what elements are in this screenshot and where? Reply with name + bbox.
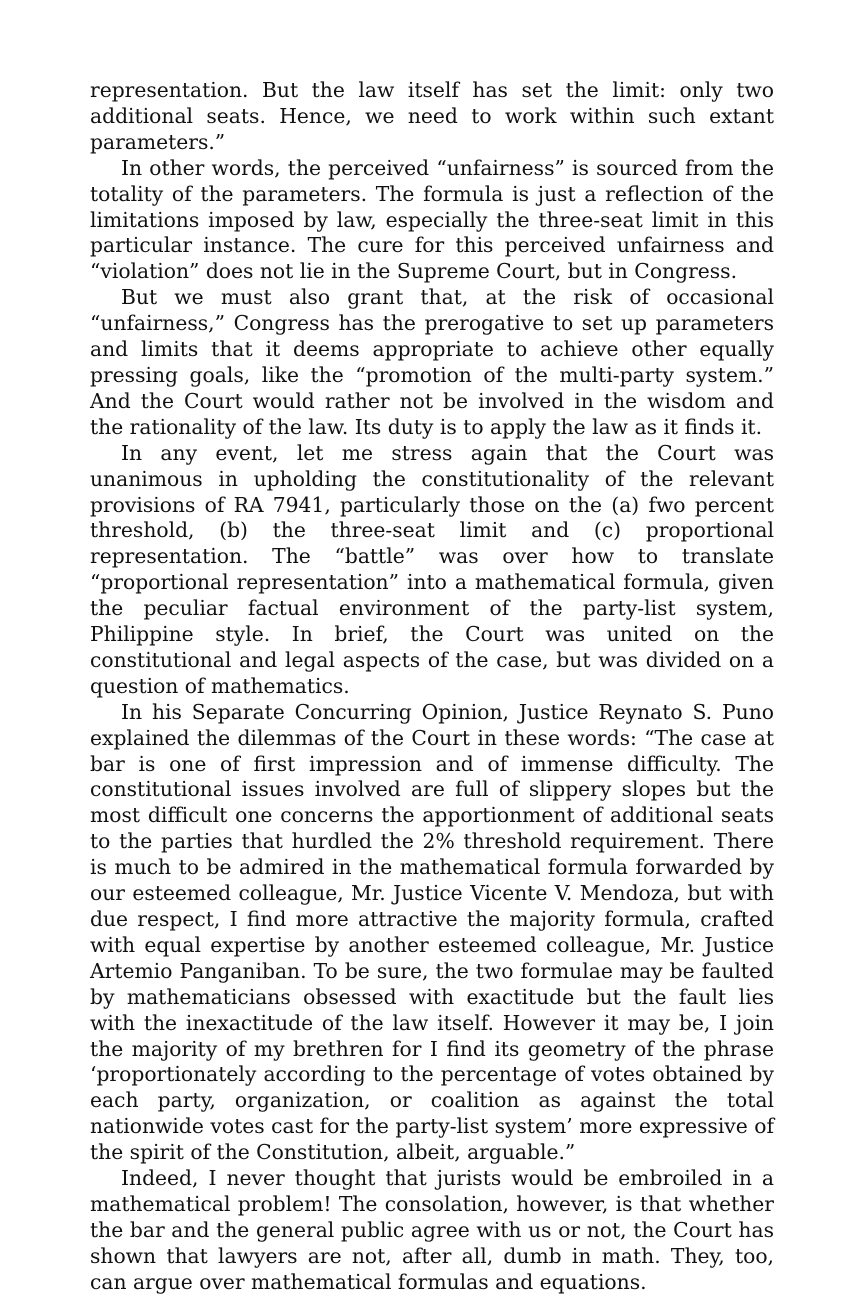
document-page bbox=[90, 78, 774, 1296]
paragraph-unfairness: In other words, the perceived “unfairness” is sourced from the totality of the parameters. The formula is just a reflection of the limitations imposed by law, especially the three-seat limit in this particular instance. The cure for this perceived unfairness and “violation” does not lie in the Supreme Court, but in Congress. bbox=[90, 155, 774, 284]
paragraph-puno-opinion: In his Separate Concurring Opinion, Justice Reynato S. Puno explained the dilemmas of the Court in these words: “The case at bar is one of first impression and of immense difficulty. The constitutional issues involved are full of slippery slopes but the most difficult one concerns the apportionment of additional seats to the parties that hurdled the 2% threshold requirement. There is much to be admired in the mathematical formula forwarded by our esteemed colleague, Mr. Justice Vicente V. Mendoza, but with due respect, I find more attractive the majority formula, crafted with equal expertise by another esteemed colleague, Mr. Justice Artemio Panganiban. To be sure, the two formulae may be faulted by mathematicians obsessed with exactitude but the fault lies with the inexactitude of the law itself. However it may be, I join the majority of my brethren for I find its geometry of the phrase ‘proportionately according to the percentage of votes obtained by each party, organization, or coalition as against the total nationwide votes cast for the party-list system’ more expressive of the spirit of the Constitution, albeit, arguable.” bbox=[90, 699, 774, 1165]
paragraph-conclusion: Indeed, I never thought that jurists would be embroiled in a mathematical problem! The consolation, however, is that whether the bar and the general public agree with us or not, the Court has shown that lawyers are not, after all, dumb in math. They, too, can argue over mathematical formulas and equations. bbox=[90, 1166, 774, 1294]
paragraph-congress-prerogative: But we must also grant that, at the risk of occasional “unfairness,” Congress has the prerogative to set up parameters and limits that it deems appropriate to achieve other equally pressing goals, like the “promotion of the multi-party system.” And the Court would rather not be involved in the wisdom and the rationality of the law. Its duty is to apply the law as it finds it. bbox=[90, 285, 774, 439]
paragraph-unanimous-court: In any event, let me stress again that the Court was unanimous in upholding the constitutionality of the relevant provisions of RA 7941, particularly those on the (a) fwo percent threshold, (b) the three-seat limit and (c) proportional representation. The “battle” was over how to translate “proportional representation” into a mathematical formula, given the peculiar factual environment of the party-list system, Philippine style. In brief, the Court was united on the constitutional and legal aspects of the case, but was divided on a question of mathematics. bbox=[90, 440, 774, 698]
paragraph-continuation: representation. But the law itself has set the limit: only two additional seats. Hence, we need to work within such extant parameters.” bbox=[90, 78, 774, 154]
